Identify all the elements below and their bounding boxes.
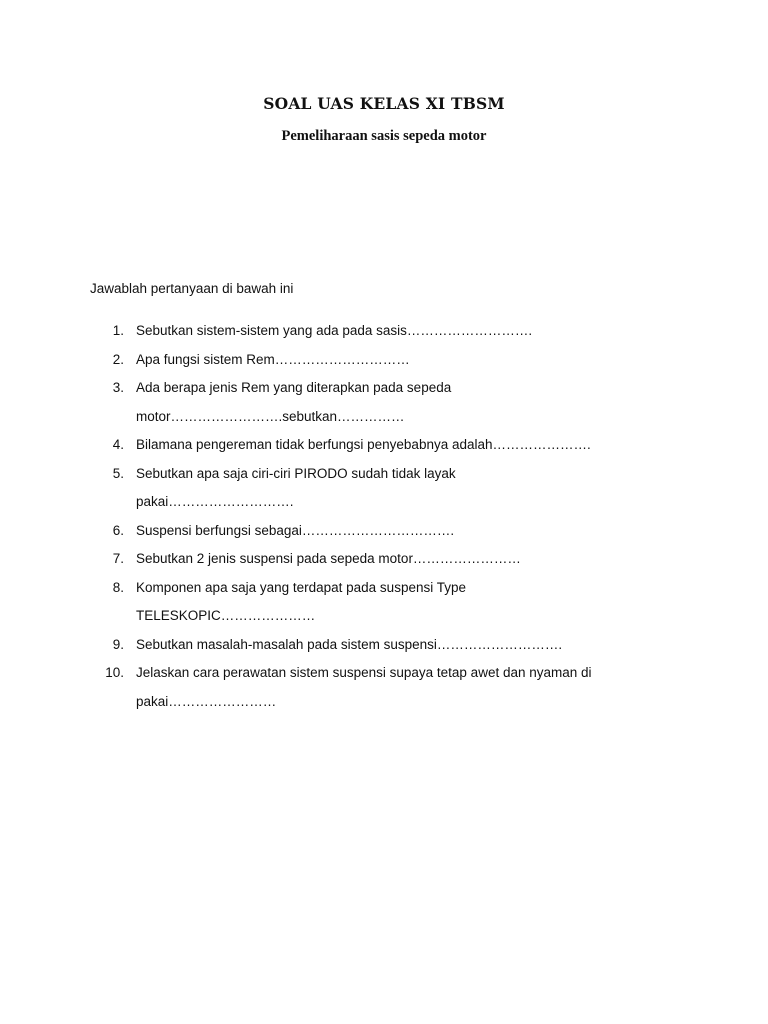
question-item xyxy=(0,631,768,660)
question-number: 8. xyxy=(112,579,124,595)
question-number: 3. xyxy=(112,380,124,395)
question-item xyxy=(0,346,768,375)
question-text: Suspensi berfungsi sebagai……………………………. xyxy=(136,522,455,538)
document-title: SOAL UAS KELAS XI TBSM xyxy=(263,94,505,113)
question-text: Komponen apa saja yang terdapat pada suspensi Type TELESKOPIC………………… xyxy=(136,579,466,623)
question-text: Jelaskan cara perawatan sistem suspensi supaya tetap awet dan nyaman di pakai…………………… xyxy=(136,665,592,709)
question-list xyxy=(0,317,768,716)
question-number: 10. xyxy=(105,665,124,680)
question-number: 4. xyxy=(112,437,124,452)
question-number: 5. xyxy=(112,465,124,481)
question-text: Sebutkan apa saja ciri-ciri PIRODO sudah tidak layak pakai………………………. xyxy=(136,465,456,509)
question-text: Bilamana pengereman tidak berfungsi penyebabnya adalah…………………. xyxy=(136,437,591,452)
question-number: 2. xyxy=(112,351,124,367)
question-item xyxy=(0,659,768,716)
question-item xyxy=(0,374,768,431)
instruction-text: Jawablah pertanyaan di bawah ini xyxy=(90,281,294,296)
question-number: 7. xyxy=(112,551,124,566)
document-subtitle: Pemeliharaan sasis sepeda motor xyxy=(281,128,487,144)
question-text: Sebutkan 2 jenis suspensi pada sepeda motor…………………… xyxy=(136,551,521,566)
question-item xyxy=(0,460,768,517)
question-item xyxy=(0,431,768,460)
question-text: Sebutkan masalah-masalah pada sistem suspensi………………………. xyxy=(136,636,563,652)
question-text: Sebutkan sistem-sistem yang ada pada sasis………………………. xyxy=(136,323,533,338)
question-number: 6. xyxy=(112,522,124,538)
question-item xyxy=(0,574,768,631)
question-text: Ada berapa jenis Rem yang diterapkan pada sepeda motor…………………….sebutkan…………… xyxy=(136,380,452,424)
question-number: 1. xyxy=(112,323,124,338)
question-number: 9. xyxy=(112,636,124,652)
question-text: Apa fungsi sistem Rem………………………… xyxy=(136,351,410,367)
question-item xyxy=(0,517,768,546)
question-item xyxy=(0,545,768,574)
question-item xyxy=(0,317,768,346)
